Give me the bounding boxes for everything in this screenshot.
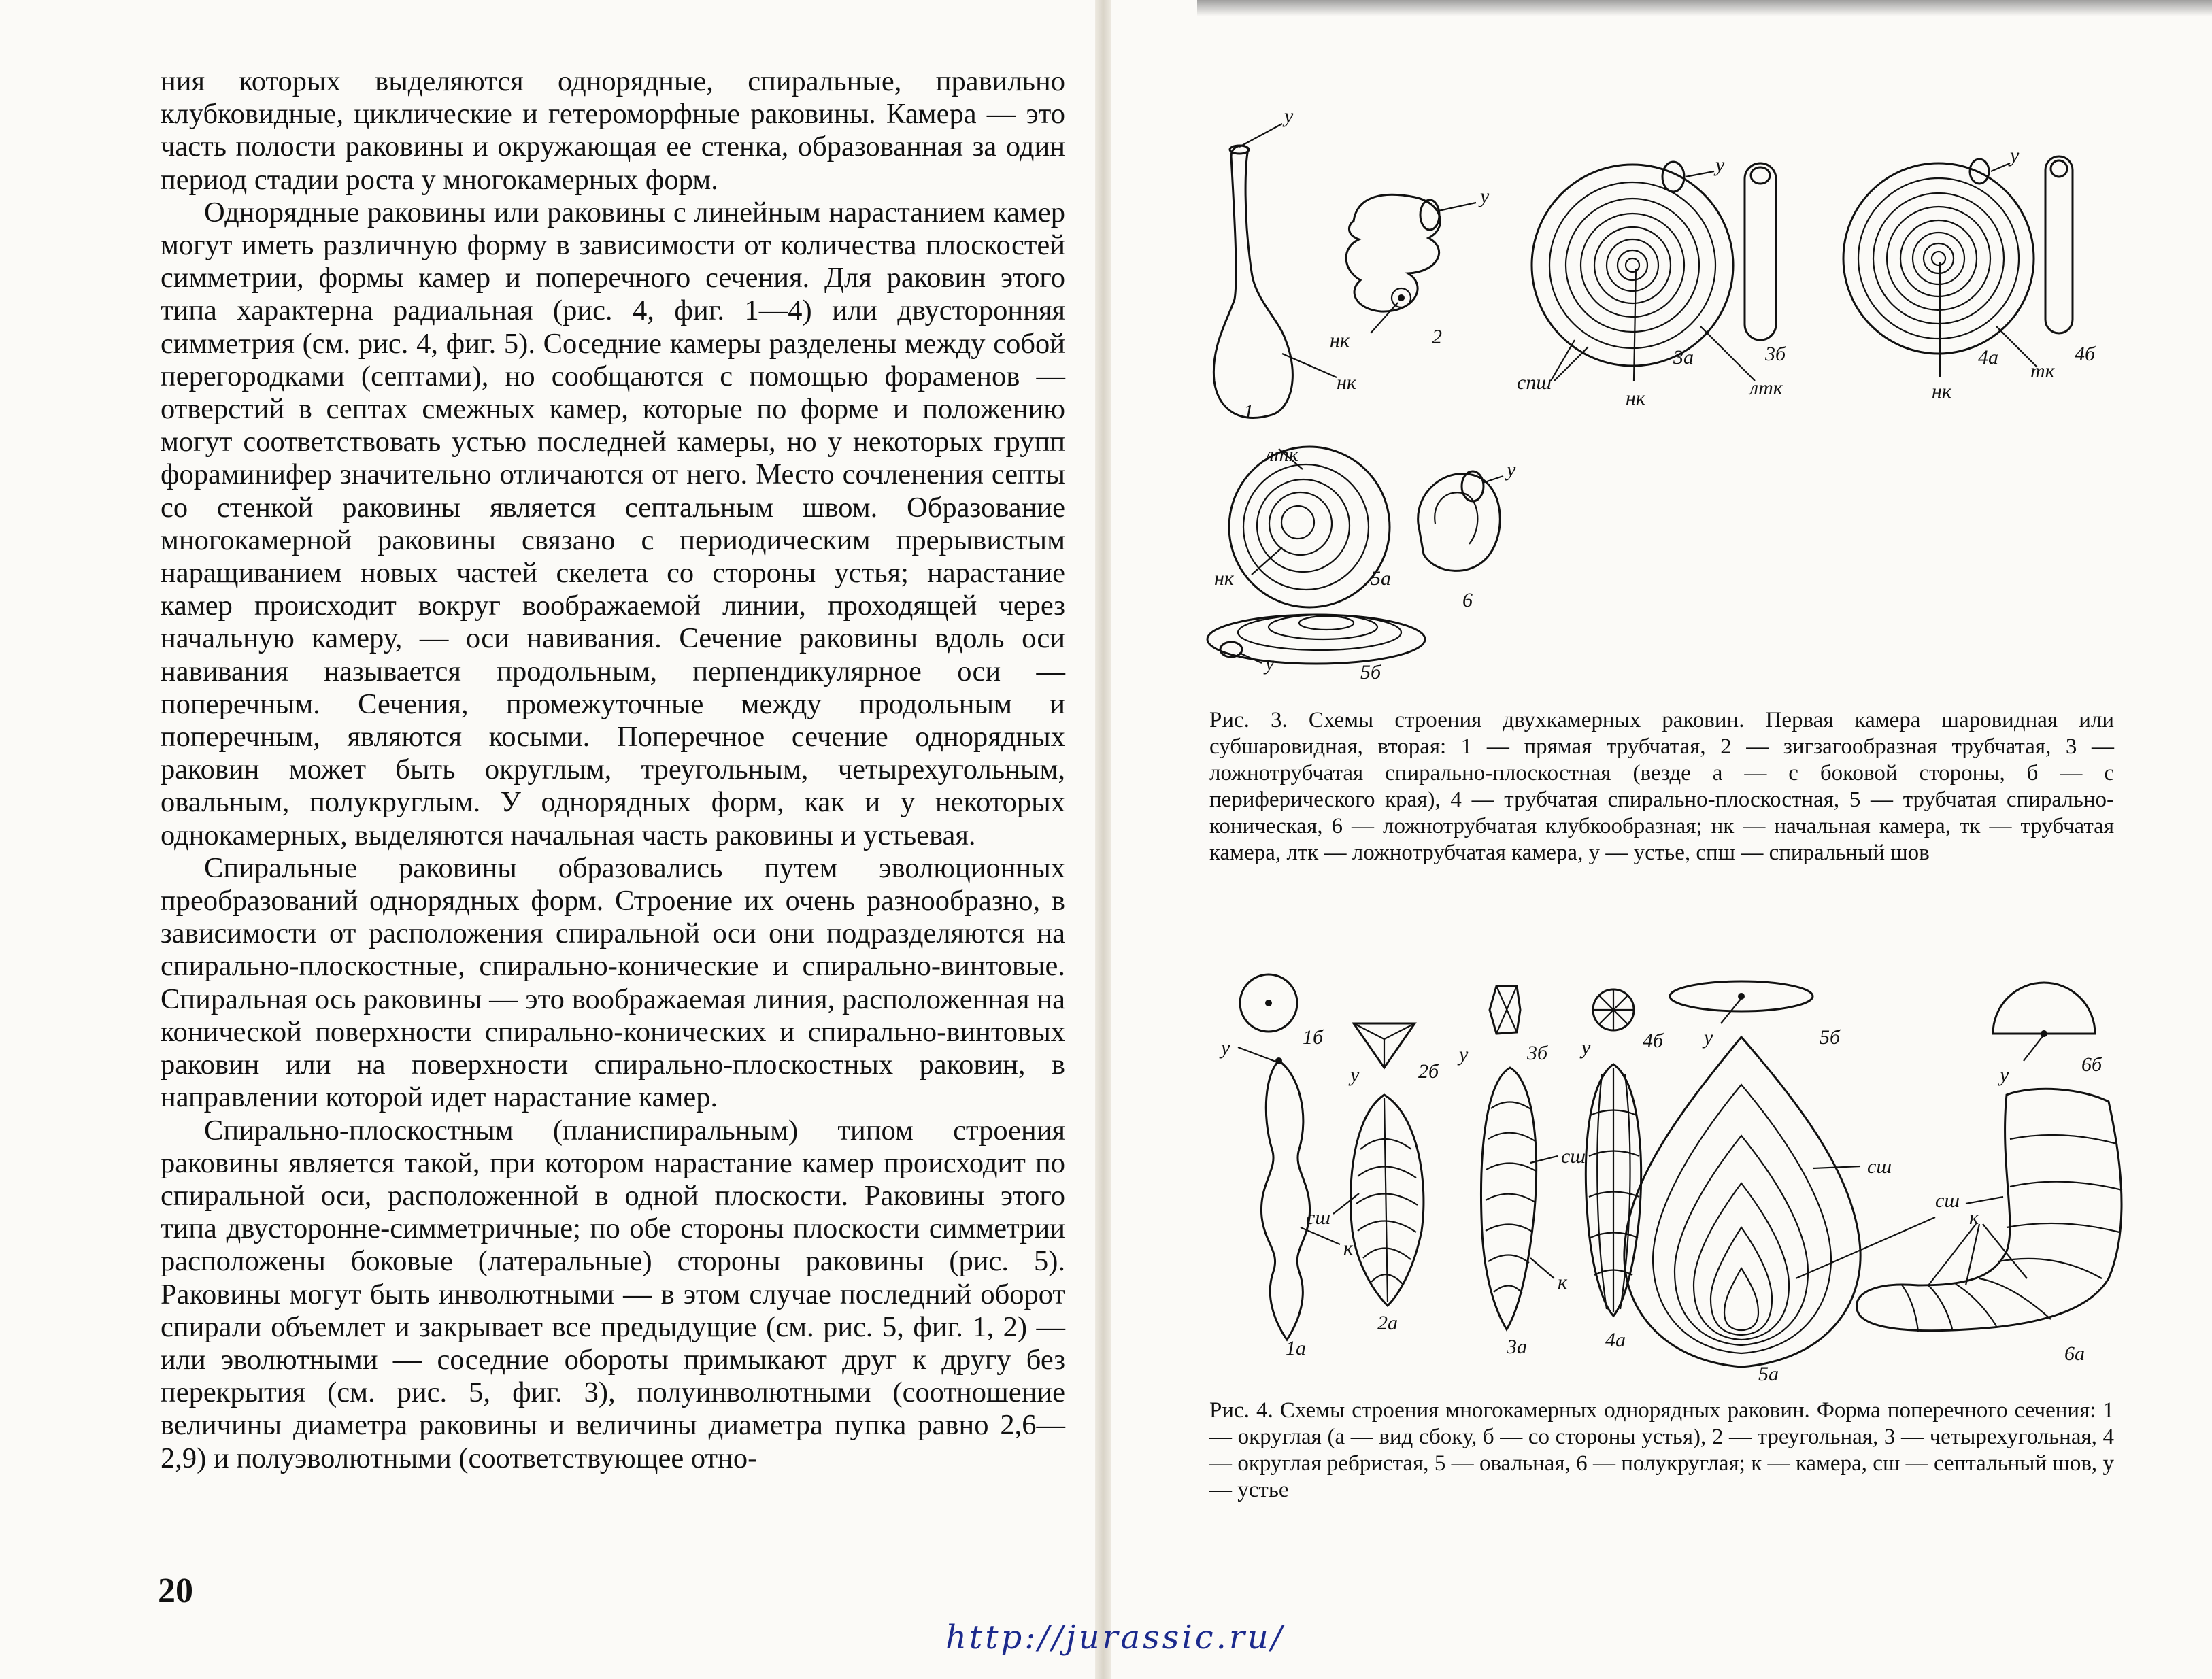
fig4-label-u-1: у <box>1221 1036 1230 1059</box>
fig4-label-sh-6: сш <box>1935 1189 1960 1212</box>
fig3-label-4a: 4а <box>1978 346 1998 369</box>
fig3-shell-2 <box>1346 194 1476 333</box>
fig3-label-u-3: у <box>1715 154 1725 176</box>
fig4-shell-1a <box>1238 1047 1340 1340</box>
fig4-shell-4a <box>1586 1064 1641 1316</box>
fig3-label-u-1: у <box>1284 105 1294 127</box>
left-page-text <box>161 65 1065 1475</box>
fig3-label-2: 2 <box>1432 326 1442 348</box>
fig4-shell-6a <box>1857 1089 2122 1332</box>
fig3-label-5b: 5б <box>1360 661 1381 683</box>
fig4-label-3a: 3а <box>1507 1336 1527 1358</box>
paragraph-1: ния которых выделяются однорядные, спиральные, правильно клубковидные, циклические и гетероморфные раковины. Камера — это часть полости раковины и окружающая ее стенка, образованная за один период стадии роста у многокамерных форм. <box>161 65 1065 196</box>
figure-3-caption <box>1209 707 2114 866</box>
fig3-label-u-6: у <box>1507 458 1516 481</box>
figure-4-caption <box>1209 1397 2114 1504</box>
fig4-shell-3b <box>1490 986 1520 1034</box>
fig3-label-5a: 5а <box>1371 567 1391 590</box>
fig4-label-k-6: к <box>1969 1206 1979 1229</box>
fig3-shell-4a <box>1843 159 2037 377</box>
fig3-label-ltk-5: лтк <box>1265 443 1298 466</box>
fig3-label-nk-2: нк <box>1330 329 1350 352</box>
fig4-label-u-6: у <box>2000 1064 2009 1086</box>
fig4-label-u-3: у <box>1459 1043 1469 1066</box>
page-gutter <box>1095 0 1111 1679</box>
fig3-shell-5b <box>1207 615 1425 664</box>
fig4-shell-4b <box>1593 989 1634 1030</box>
paragraph-3: Спиральные раковины образовались путем эволюционных преобразований однорядных форм. Строение их очень разнообразно, в зависимости от расположения спиральной оси они подразделяются на спирально-плоскостные, спирально-конические и спирально-винтовые. Спиральная ось раковины — это воображаемая линия, расположенная на конической поверхности спирально-конических и спирально-винтовых раковин или на поверхности спирально-плоскостных раковин, в направлении которой идет нарастание камер. <box>161 851 1065 1114</box>
fig3-label-nk-4: нк <box>1932 380 1951 403</box>
fig3-label-u-2: у <box>1480 185 1490 207</box>
fig4-label-sh-3: сш <box>1561 1145 1586 1168</box>
fig4-label-u-2: у <box>1350 1064 1360 1086</box>
fig4-label-6a: 6а <box>2064 1342 2085 1365</box>
scan-edge <box>1197 0 2212 16</box>
fig4-label-4b: 4б <box>1643 1030 1664 1052</box>
paragraph-4: Спирально-плоскостным (планиспиральным) типом строения раковины является такой, при котором нарастание камер происходит по спиральной оси, расположенной в одной плоскости. Раковины этого типа двусторонне-симметричные; по обе стороны плоскости симметрии расположены боковые (латеральные) стороны раковины (рис. 5). Раковины могут быть инволютными — в этом случае последний оборот спирали объемлет и закрывает все предыдущие (см. рис. 5, фиг. 1, 2) — или эволютными — соседние обороты примыкают друг к другу без перекрытия (см. рис. 5, фиг. 3), полуинволютными (соотношение величины диаметра раковины и величины диаметра пупка равно 2,6—2,9) и полуэволютными (соответствующее отно- <box>161 1114 1065 1474</box>
fig4-label-5b: 5б <box>1820 1026 1841 1049</box>
fig4-label-sh-2: сш <box>1306 1206 1330 1229</box>
fig4-label-4a: 4а <box>1605 1329 1626 1351</box>
fig4-label-1b: 1б <box>1303 1026 1324 1049</box>
fig3-shell-3a <box>1532 162 1755 381</box>
fig4-label-2b: 2б <box>1418 1060 1439 1083</box>
fig3-label-6: 6 <box>1462 589 1473 611</box>
footer-url[interactable]: http://jurassic.ru/ <box>945 1618 1285 1657</box>
fig4-shell-1b <box>1240 974 1297 1032</box>
fig3-label-3b: 3б <box>1765 343 1786 365</box>
fig4-shell-2b <box>1354 1023 1415 1068</box>
fig4-shell-3a <box>1481 1068 1558 1329</box>
fig3-shell-1 <box>1213 124 1337 418</box>
figure-4-diagram <box>1197 959 2136 1387</box>
fig3-label-4b: 4б <box>2075 343 2096 365</box>
fig4-label-u-4: у <box>1581 1036 1591 1059</box>
fig4-shell-2a <box>1333 1095 1424 1306</box>
fig3-label-spsh: спш <box>1517 371 1552 394</box>
fig3-shell-4b <box>2045 156 2073 333</box>
fig3-label-3a: 3а <box>1673 346 1694 369</box>
fig3-label-ltk-3: лтк <box>1749 377 1783 399</box>
fig4-label-5a: 5а <box>1758 1363 1779 1385</box>
fig4-shell-5b <box>1670 981 1813 1023</box>
fig4-shell-6b <box>1993 983 2095 1061</box>
fig4-label-k-3: к <box>1558 1271 1568 1293</box>
fig3-shell-5a <box>1229 447 1390 607</box>
fig4-label-k-1: к <box>1343 1237 1354 1259</box>
fig4-label-sh-5: сш <box>1867 1155 1892 1178</box>
fig3-label-nk-3: нк <box>1626 387 1645 409</box>
paragraph-2: Однорядные раковины или раковины с линейным нарастанием камер могут иметь различную форму в зависимости от количества плоскостей симметрии, формы камер и поперечного сечения. Для раковин этого типа характерна радиальная (рис. 4, фиг. 1—4) или двусторонняя симметрия (см. рис. 4, фиг. 5). Соседние камеры разделены между собой перегородками (септами), но сообщаются с помощью фораменов — отверстий в септах смежных камер, которые по форме и положению могут соответствовать устью последней камеры, но у некоторых групп фораминифер значительно отличаются от него. Место сочленения септы со стенкой раковины является септальным швом. Образование многокамерной раковины связано с периодическим прерывистым наращиванием новых частей скелета со стороны устья; нарастание камер происходит вокруг воображаемой линии, проходящей через начальную камеру, — оси навивания. Сечение раковины вдоль оси навивания называется продольным, перпендикулярное оси — поперечным. Сечения, промежуточные между продольным и поперечным, являются косыми. Поперечное сечение однорядных раковин может быть округлым, треугольным, четырехугольным, овальным, полукруглым. У однорядных форм, как и у некоторых однокамерных, выделяются начальная часть раковины и устьевая. <box>161 196 1065 851</box>
fig4-label-3b: 3б <box>1527 1042 1548 1064</box>
figure-3-caption-text: Рис. 3. Схемы строения двухкамерных раковин. Первая камера шаровидная или субшаровидная, вторая: 1 — прямая трубчатая, 2 — зигзагообразная трубчатая, 3 — ложнотрубчатая спирально-плоскостная (везде а — с боковой стороны, б — с периферического края), 4 — трубчатая спирально-плоскостная, 5 — трубчатая спирально-коническая, 6 — ложнотрубчатая клубкообразная; нк — начальная камера, тк — трубчатая камера, лтк — ложнотрубчатая камера, у — устье, спш — спиральный шов <box>1209 708 2114 865</box>
fig4-label-6b: 6б <box>2081 1053 2102 1076</box>
fig3-label-u-5: у <box>1265 652 1275 675</box>
figure-3-diagram <box>1197 95 2136 694</box>
fig4-shell-5a <box>1624 1037 1935 1367</box>
fig4-label-1a: 1а <box>1286 1337 1306 1359</box>
fig3-label-tk: тк <box>2030 360 2055 382</box>
page-number: 20 <box>158 1572 193 1610</box>
fig3-shell-3b <box>1745 163 1776 340</box>
figure-4-caption-text: Рис. 4. Схемы строения многокамерных однорядных раковин. Форма поперечного сечения: 1 — округлая (а — вид сбоку, б — со стороны устья), 2 — треугольная, 3 — четырехугольная, 4 — округлая ребристая, 5 — овальная, 6 — полукруглая; к — камера, сш — септальный шов, у — устье <box>1209 1398 2114 1502</box>
fig4-label-u-5: у <box>1704 1026 1713 1049</box>
fig3-label-1: 1 <box>1243 401 1254 423</box>
fig3-label-nk-1: нк <box>1337 371 1356 394</box>
fig3-label-u-4: у <box>2010 144 2020 167</box>
fig3-label-nk-5: нк <box>1214 567 1234 590</box>
fig4-label-2a: 2а <box>1377 1312 1398 1334</box>
